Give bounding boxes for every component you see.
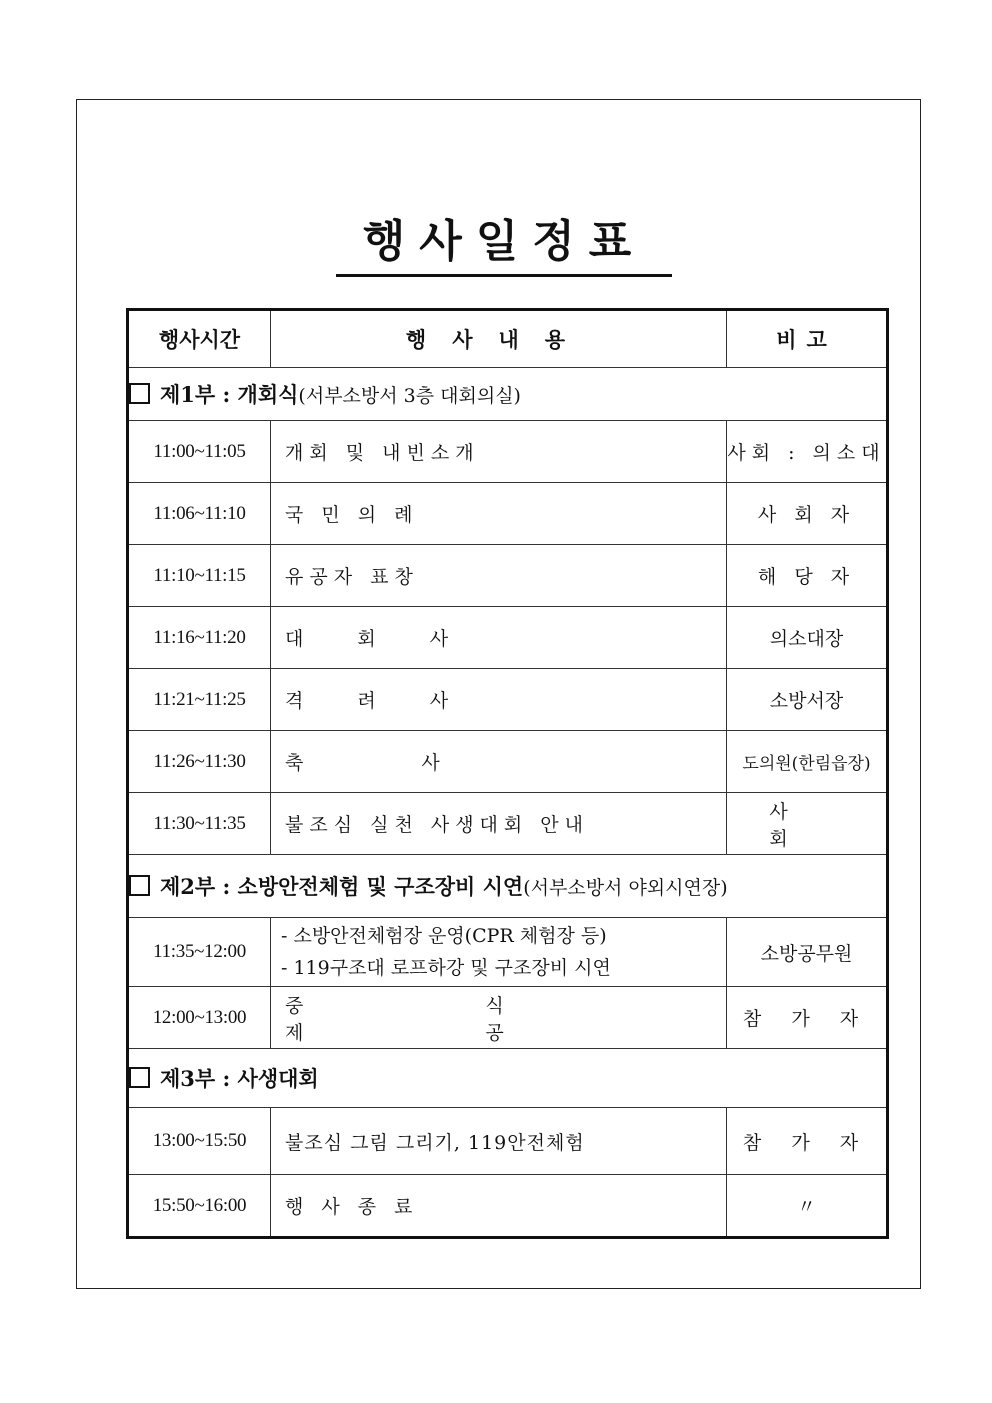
section-2-row [128, 855, 888, 918]
row-time: 11:00~11:05 [128, 421, 271, 483]
row-time: 11:35~12:00 [128, 918, 271, 987]
header-time: 행사시간 [128, 310, 271, 368]
section-2-sub: (서부소방서 야외시연장) [523, 877, 728, 899]
row-time: 11:26~11:30 [128, 731, 271, 793]
row-content-line: - 119구조대 로프하강 및 구조장비 시연 [281, 957, 611, 979]
table-row [128, 545, 888, 607]
row-note: 〃 [727, 1175, 888, 1238]
table-row [128, 1108, 888, 1175]
row-time: 15:50~16:00 [128, 1175, 271, 1238]
table-row [128, 918, 888, 987]
section-1-label: 제1부 : 개회식 [160, 382, 299, 407]
table-row [128, 731, 888, 793]
row-note: 사회 : 의소대 [727, 421, 888, 483]
section-3-row [128, 1049, 888, 1108]
row-time: 11:10~11:15 [128, 545, 271, 607]
section-1-cell [128, 368, 888, 421]
table-row [128, 607, 888, 669]
table-row [128, 483, 888, 545]
row-content [271, 918, 727, 987]
section-3-cell [128, 1049, 888, 1108]
table-row [128, 793, 888, 855]
header-note: 비고 [727, 310, 888, 368]
section-1-sub: (서부소방서 3층 대회의실) [298, 385, 521, 407]
row-time: 11:06~11:10 [128, 483, 271, 545]
header-content: 행사내용 [271, 310, 727, 368]
row-content: 국 민 의 례 [271, 483, 727, 545]
row-note: 도의원(한림읍장) [727, 731, 888, 793]
table-header-row [128, 310, 888, 368]
checkbox-icon [129, 875, 150, 896]
row-note: 참 가 자 [727, 987, 888, 1049]
table-row [128, 1175, 888, 1238]
row-content: 불조심 그림 그리기, 119안전체험 [271, 1108, 727, 1175]
row-time: 13:00~15:50 [128, 1108, 271, 1175]
row-content: 축 사 [271, 731, 727, 793]
row-time: 11:16~11:20 [128, 607, 271, 669]
page-title: 행사일정표 [336, 212, 672, 277]
row-time: 11:21~11:25 [128, 669, 271, 731]
table-row [128, 421, 888, 483]
row-content: 개회 및 내빈소개 [271, 421, 727, 483]
row-content: 불조심 실천 사생대회 안내 [271, 793, 727, 855]
row-note: 의소대장 [727, 607, 888, 669]
row-note: 사 회 자 [727, 483, 888, 545]
row-note: 소방서장 [727, 669, 888, 731]
row-note: 해 당 자 [727, 545, 888, 607]
row-content: 대 회 사 [271, 607, 727, 669]
row-content: 행 사 종 료 [271, 1175, 727, 1238]
section-1-row [128, 368, 888, 421]
schedule-table [126, 308, 889, 1239]
row-note: 소방공무원 [727, 918, 888, 987]
row-note: 사 회 [727, 793, 888, 855]
row-content: 격 려 사 [271, 669, 727, 731]
row-time: 11:30~11:35 [128, 793, 271, 855]
section-3-label: 제3부 : 사생대회 [160, 1066, 319, 1091]
section-2-label: 제2부 : 소방안전체험 및 구조장비 시연 [160, 874, 524, 899]
checkbox-icon [129, 1067, 150, 1088]
row-content: 유공자 표창 [271, 545, 727, 607]
section-2-cell [128, 855, 888, 918]
row-note: 참 가 자 [727, 1108, 888, 1175]
checkbox-icon [129, 383, 150, 404]
row-content-line: - 소방안전체험장 운영(CPR 체험장 등) [281, 925, 607, 947]
row-content: 중 식 제 공 [271, 987, 727, 1049]
table-row [128, 987, 888, 1049]
table-row [128, 669, 888, 731]
row-time: 12:00~13:00 [128, 987, 271, 1049]
